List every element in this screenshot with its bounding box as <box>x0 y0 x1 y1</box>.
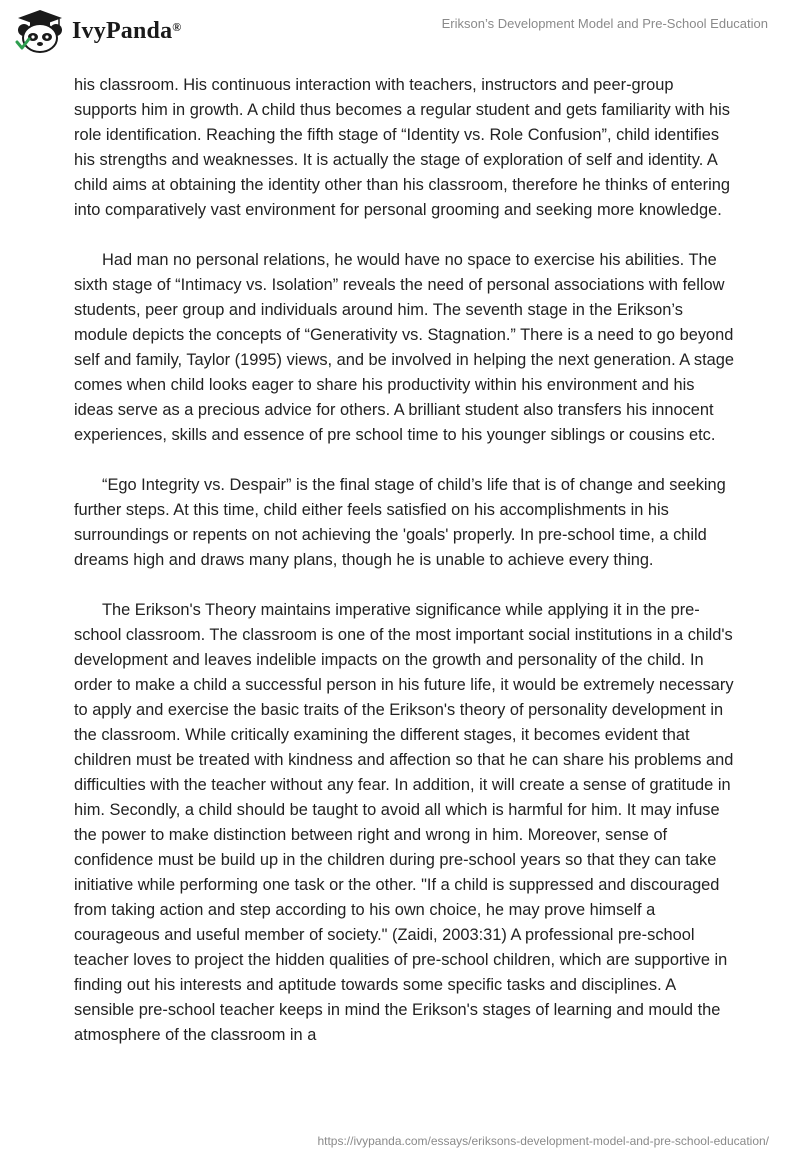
paragraph: The Erikson's Theory maintains imperative significance while applying it in the pre-school classroom. The classroom is one of the most important social institutions in a child's development and leaves indelible impacts on the growth and personality of the child. In order to make a child a successful person in his future life, it would be extremely necessary to apply and exercise the basic traits of the Erikson's theory of personality development in the classroom. While critically examining the different stages, it becomes evident that children must be treated with kindness and affection so that he can share his problems and difficulties with the teacher without any fear. In addition, it will create a sense of gratitude in him. Secondly, a child should be taught to avoid all which is harmful for him. It may infuse the power to make distinction between right and wrong in him. Moreover, sense of confidence must be build up in the children during pre-school years so that they can take initiative while performing one task or the other. "If a child is suppressed and discouraged from taking action and step according to his own choice, he may prove himself a courageous and useful member of society." (Zaidi, 2003:31) A professional pre-school teacher loves to project the hidden qualities of pre-school children, which are supportive in finding out his interests and aptitude towards some specific tasks and disciplines. A sensible pre-school teacher keeps in mind the Erikson's stages of learning and mould the atmosphere of the classroom in a <box>74 601 734 1044</box>
page-header <box>0 0 800 70</box>
source-url[interactable]: https://ivypanda.com/essays/eriksons-development-model-and-pre-school-education/ <box>317 1134 769 1148</box>
brand-text: IvyPanda <box>72 17 173 44</box>
brand-name <box>72 18 181 45</box>
panda-mascot-icon <box>14 8 66 54</box>
document-title: Erikson’s Development Model and Pre-School Education <box>441 16 768 31</box>
paragraph: his classroom. His continuous interaction with teachers, instructors and peer-group supports him in growth. A child thus becomes a regular student and gets familiarity with his role identification. Reaching the fifth stage of “Identity vs. Role Confusion”, child identifies his strengths and weaknesses. It is actually the stage of exploration of self and identity. A child aims at obtaining the identity other than his classroom, therefore he thinks of entering into comparatively vast environment for personal grooming and seeking more knowledge. <box>74 76 730 219</box>
paragraph: “Ego Integrity vs. Despair” is the final stage of child’s life that is of change and seeking further steps. At this time, child either feels satisfied on his accomplishments in his surroundings or repents on not achieving the 'goals' properly. In pre-school time, a child dreams high and draws many plans, though he is unable to achieve every thing. <box>74 476 726 569</box>
registered-mark: ® <box>172 19 182 34</box>
ivypanda-logo[interactable] <box>14 8 181 54</box>
paragraph: Had man no personal relations, he would have no space to exercise his abilities. The sixth stage of “Intimacy vs. Isolation” reveals the need of personal associations with fellow students, peer group and individuals around him. The seventh stage in the Erikson’s module depicts the concepts of “Generativity vs. Stagnation.” There is a need to go beyond self and family, Taylor (1995) views, and be involved in helping the next generation. A stage comes when child looks eager to share his productivity within his environment and his ideas serve as a precious advice for others. A brilliant student also transfers his innocent experiences, skills and essence of pre school time to his younger siblings or cousins etc. <box>74 251 734 444</box>
essay-body <box>74 73 734 1073</box>
